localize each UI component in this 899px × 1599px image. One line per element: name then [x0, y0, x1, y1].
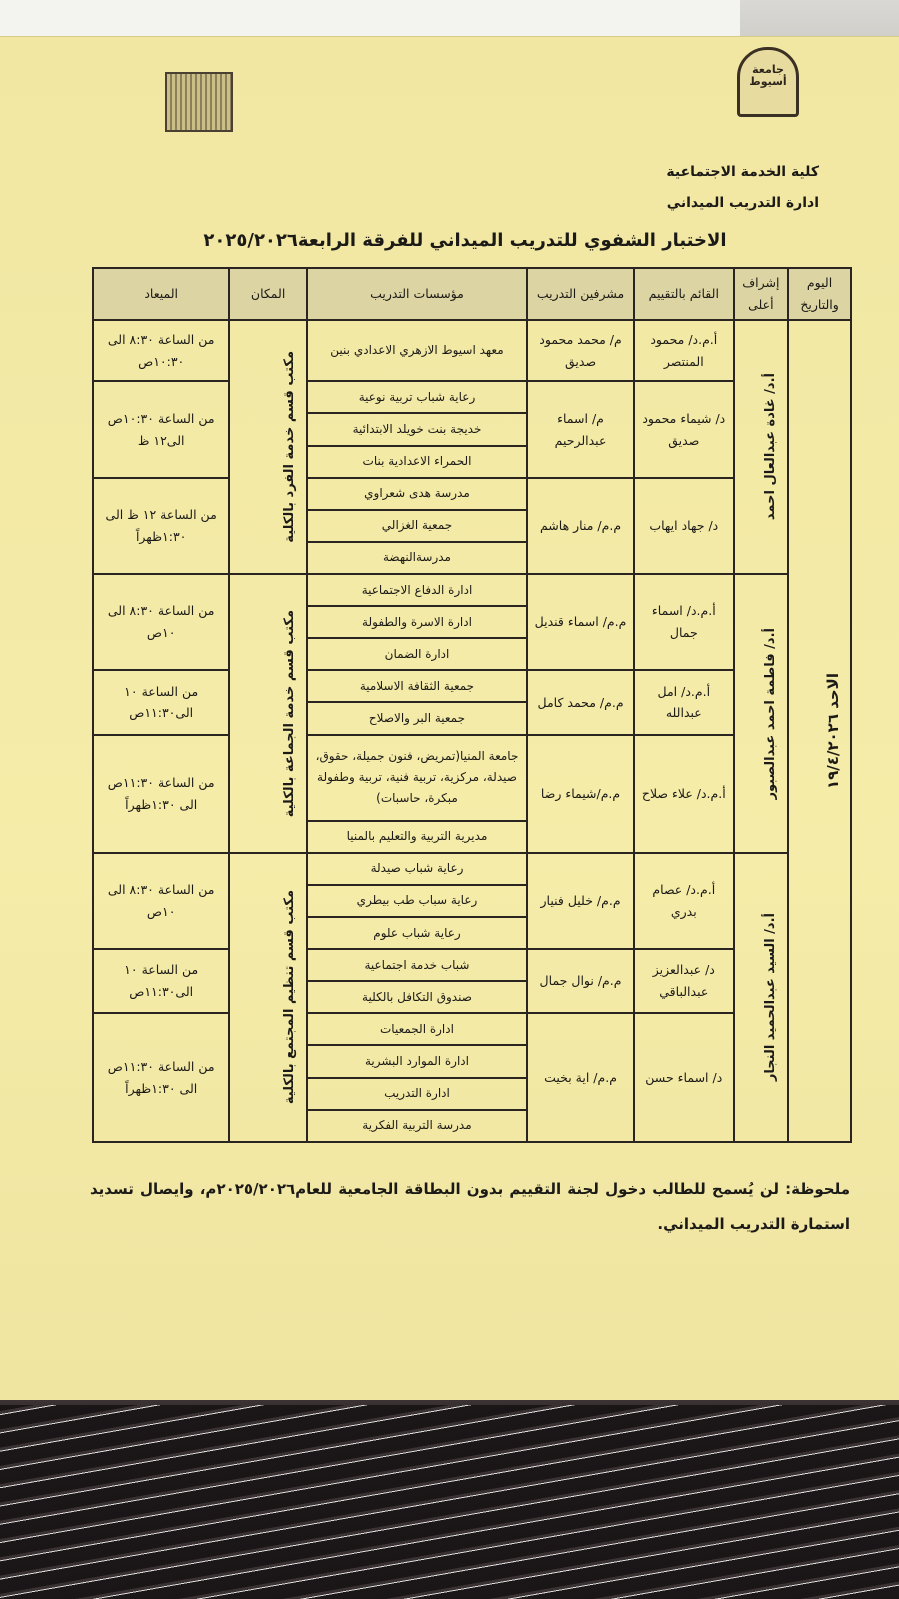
time-cell: من الساعة ١١:٣٠ص الى ١:٣٠ظهراً — [93, 735, 229, 853]
institution-cell: رعاية شباب علوم — [307, 917, 527, 949]
department-name: ادارة التدريب الميداني — [666, 195, 819, 211]
evaluator-cell: د/ جهاد ايهاب — [634, 478, 734, 574]
institution-cell: رعاية شباب صيدلة — [307, 853, 527, 885]
header-institutions: مؤسسات التدريب — [307, 268, 527, 320]
faculty-emblem — [165, 72, 233, 132]
header-day: اليوم والتاريخ — [788, 268, 851, 320]
evaluator-cell: د/ شيماء محمود صديق — [634, 381, 734, 477]
time-cell: من الساعة ٨:٣٠ الى ١٠ص — [93, 853, 229, 949]
schedule-table — [92, 267, 852, 1143]
header-supervisor: إشراف أعلى — [734, 268, 789, 320]
time-cell: من الساعة ١١:٣٠ص الى ١:٣٠ظهراً — [93, 1013, 229, 1142]
header-evaluator: القائم بالتقييم — [634, 268, 734, 320]
faculty-name: كلية الخدمة الاجتماعية — [666, 164, 819, 180]
institution-cell: خديجة بنت خويلد الابتدائية — [307, 413, 527, 445]
time-cell: من الساعة ١٠:٣٠ص الى١٢ ظ — [93, 381, 229, 477]
header-trainers: مشرفين التدريب — [527, 268, 634, 320]
evaluator-cell: أ.م.د/ عصام بدري — [634, 853, 734, 949]
institution-cell: ادارة الاسرة والطفولة — [307, 606, 527, 638]
header-place: المكان — [229, 268, 307, 320]
institution-cell: ادارة التدريب — [307, 1078, 527, 1110]
page-title: الاختبار الشفوي للتدريب الميداني للفرقة الرابعة٢٠٢٥/٢٠٢٦ — [203, 230, 727, 251]
trainer-cell: م.م/ منار هاشم — [527, 478, 634, 574]
institution-cell: رعاية شباب تربية نوعية — [307, 381, 527, 413]
header-time: الميعاد — [93, 268, 229, 320]
time-cell: من الساعة ٨:٣٠ الى ١٠ص — [93, 574, 229, 670]
institution-cell: شباب خدمة اجتماعية — [307, 949, 527, 981]
institution-cell: ادارة الجمعيات — [307, 1013, 527, 1045]
place-cell — [229, 320, 307, 574]
evaluator-cell: أ.م.د/ امل عبدالله — [634, 670, 734, 734]
supervisor-cell — [734, 853, 789, 1142]
institution-cell: مدرسة هدى شعراوي — [307, 478, 527, 510]
supervisor-name: أ.د/ فاطمة احمد عبدالصبور — [763, 627, 779, 800]
time-cell: من الساعة ٨:٣٠ الى ١٠:٣٠ص — [93, 320, 229, 381]
place-cell — [229, 574, 307, 853]
supervisor-cell — [734, 574, 789, 853]
trainer-cell: م.م/ اية بخيت — [527, 1013, 634, 1142]
trainer-cell: م/ اسماء عبدالرحيم — [527, 381, 634, 477]
trainer-cell: م.م/ خليل فنيار — [527, 853, 634, 949]
evaluator-cell: أ.م.د/ محمود المنتصر — [634, 320, 734, 381]
institution-cell: مدرسةالنهضة — [307, 542, 527, 574]
institution-cell: ادارة الضمان — [307, 638, 527, 670]
supervisor-cell — [734, 320, 789, 574]
institution-cell: ادارة الموارد البشرية — [307, 1045, 527, 1077]
institution-cell: رعاية سباب طب بيطري — [307, 885, 527, 917]
supervisor-name: أ.د/ السيد عبدالحميد النجار — [763, 913, 779, 1082]
day-text: الاحد ١٩/٤/٢٠٢٦ — [823, 672, 842, 790]
background-fabric — [0, 1405, 899, 1599]
institution-cell: الحمراء الاعدادية بنات — [307, 446, 527, 478]
note-text: ملحوظة: لن يُسمح للطالب دخول لجنة التقييم بدون البطاقة الجامعية للعام٢٠٢٥/٢٠٢٦م، وايصال تسديد استمارة التدريب الميداني. — [90, 1180, 850, 1233]
day-cell — [788, 320, 851, 1142]
trainer-cell: م.م/ نوال جمال — [527, 949, 634, 1013]
place-name: مكتب قسم خدمة الفرد بالكلية — [282, 351, 298, 543]
institution-cell: جمعية الثقافة الاسلامية — [307, 670, 527, 702]
time-cell: من الساعة ١٠ الى١١:٣٠ص — [93, 670, 229, 734]
evaluator-cell: د/ عبدالعزيز عبدالباقي — [634, 949, 734, 1013]
table-row — [93, 574, 851, 606]
underlying-paper — [0, 0, 740, 36]
institution-cell: جمعية البر والاصلاح — [307, 702, 527, 734]
evaluator-cell: د/ اسماء حسن — [634, 1013, 734, 1142]
table-row — [93, 853, 851, 885]
evaluator-cell: أ.م.د/ اسماء جمال — [634, 574, 734, 670]
institution-cell: مديرية التربية والتعليم بالمنيا — [307, 821, 527, 853]
place-cell — [229, 853, 307, 1142]
trainer-cell: م.م/ محمد كامل — [527, 670, 634, 734]
institution-cell: ادارة الدفاع الاجتماعية — [307, 574, 527, 606]
place-name: مكتب قسم خدمة الجماعة بالكلية — [282, 609, 298, 818]
time-cell: من الساعة ١٠ الى١١:٣٠ص — [93, 949, 229, 1013]
institution-cell: صندوق التكافل بالكلية — [307, 981, 527, 1013]
place-name: مكتب قسم تنظيم المجتمع بالكلية — [282, 890, 298, 1105]
table-row — [93, 320, 851, 381]
institution-cell: جامعة المنيا(تمريض، فنون جميلة، حقوق، صيدلة، مركزية، تربية فنية، تربية وطفولة مبكرة، حاسبات) — [307, 735, 527, 821]
trainer-cell: م.م/ اسماء قنديل — [527, 574, 634, 670]
institution-cell: مدرسة التربية الفكرية — [307, 1110, 527, 1142]
trainer-cell: م/ محمد محمود صديق — [527, 320, 634, 381]
evaluator-cell: أ.م.د/ علاء صلاح — [634, 735, 734, 853]
trainer-cell: م.م/شيماء رضا — [527, 735, 634, 853]
table-header-row — [93, 268, 851, 320]
institution-cell: جمعية الغزالي — [307, 510, 527, 542]
university-logo: جامعة أسيوط — [737, 47, 799, 117]
institution-cell: معهد اسيوط الازهري الاعدادي بنين — [307, 320, 527, 381]
time-cell: من الساعة ١٢ ظ الى ١:٣٠ظهراً — [93, 478, 229, 574]
supervisor-name: أ.د/ غادة عبدالعال احمد — [763, 373, 779, 521]
